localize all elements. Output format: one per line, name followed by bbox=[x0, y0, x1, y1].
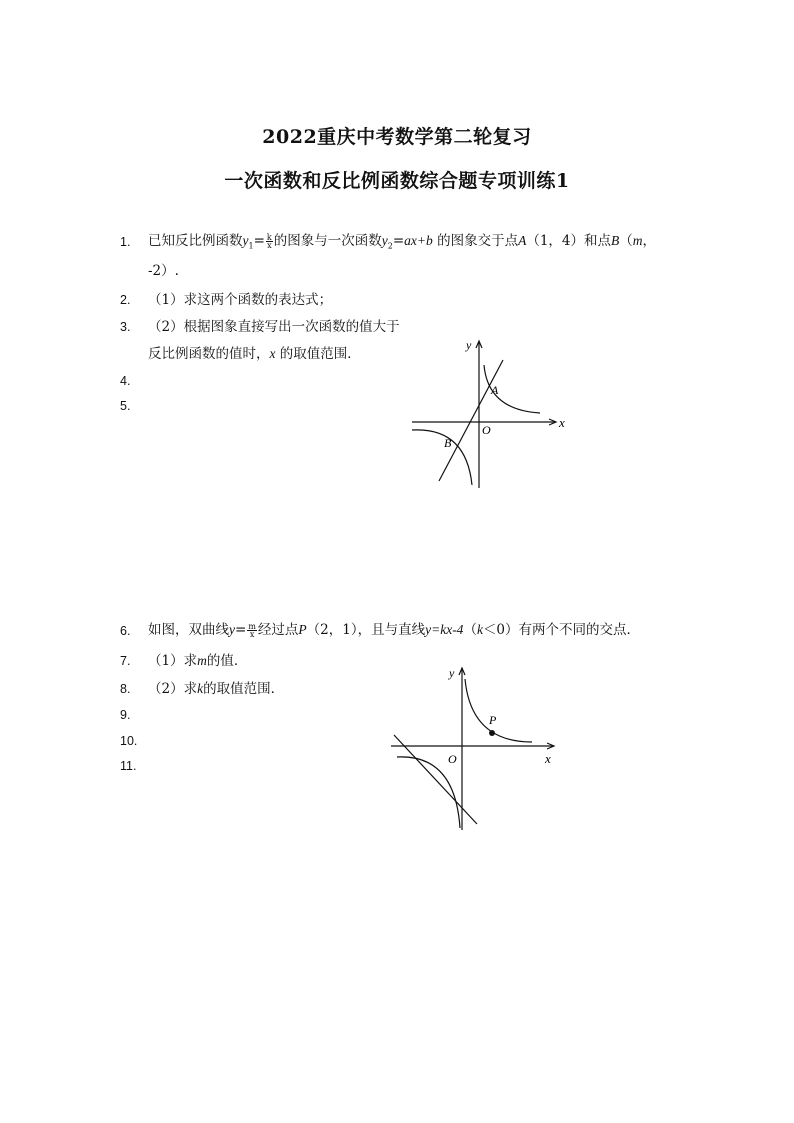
point-p bbox=[489, 730, 495, 736]
line-number-5: 5. bbox=[120, 399, 131, 413]
origin-label: O bbox=[482, 423, 491, 437]
y-axis-label: y bbox=[449, 666, 455, 680]
q1-part2-line2: 反比例函数的值时，x 的取值范围． bbox=[148, 346, 361, 362]
line-number-8: 8. bbox=[120, 682, 131, 696]
q1-part1: （1）求这两个函数的表达式； bbox=[148, 292, 333, 308]
hyperbola-branch-q3 bbox=[412, 430, 472, 485]
q2-part1: （1）求m的值． bbox=[148, 653, 248, 669]
q2-part2: （2）求k的取值范围． bbox=[148, 681, 285, 697]
line-number-7: 7. bbox=[120, 654, 131, 668]
point-p-label: P bbox=[489, 713, 497, 727]
point-a-label: A bbox=[491, 383, 499, 397]
figure-2-graph bbox=[385, 660, 565, 840]
line-number-9: 9. bbox=[120, 708, 131, 722]
q1-statement-cont: -2）. bbox=[148, 263, 179, 279]
hyperbola-branch-q1 bbox=[465, 679, 532, 742]
y-axis-label: y bbox=[466, 338, 472, 352]
line-number-2: 2. bbox=[120, 293, 131, 307]
linear-function-line bbox=[394, 735, 477, 824]
x-axis-label: x bbox=[559, 415, 565, 430]
page-title: 2022重庆中考数学第二轮复习 bbox=[262, 126, 532, 148]
figure-1-graph bbox=[400, 335, 580, 495]
q1-part2-line1: （2）根据图象直接写出一次函数的值大于 bbox=[148, 319, 400, 335]
line-number-3: 3. bbox=[120, 320, 131, 334]
line-number-1: 1. bbox=[120, 235, 131, 249]
q2-statement: 如图，双曲线y= $\frac{m}{x}$ 经过点P（2，1），且与直线y=kx-4（k＜0）有两个不同的交点． bbox=[148, 622, 641, 639]
point-b-label: B bbox=[444, 436, 452, 450]
line-number-6: 6. bbox=[120, 624, 131, 638]
fraction-m-over-x: $\frac{m}{x}$ bbox=[248, 622, 256, 639]
linear-function-line bbox=[439, 360, 503, 481]
line-number-10: 10. bbox=[120, 734, 138, 748]
hyperbola-branch-q3 bbox=[397, 757, 460, 828]
q1-statement: 已知反比例函数$y_1=$ $\frac{k}{x}$ 的图象与一次函数$y_2=ax+b$ 的图象交于点A（1，4）和点B（m， bbox=[148, 233, 657, 251]
page-subtitle: 一次函数和反比例函数综合题专项训练1 bbox=[224, 170, 570, 192]
origin-label: O bbox=[448, 752, 457, 766]
line-number-11: 11. bbox=[120, 759, 137, 773]
x-axis-label: x bbox=[545, 751, 551, 766]
fraction-k-over-x: $\frac{k}{x}$ bbox=[266, 233, 272, 250]
line-number-4: 4. bbox=[120, 374, 131, 388]
